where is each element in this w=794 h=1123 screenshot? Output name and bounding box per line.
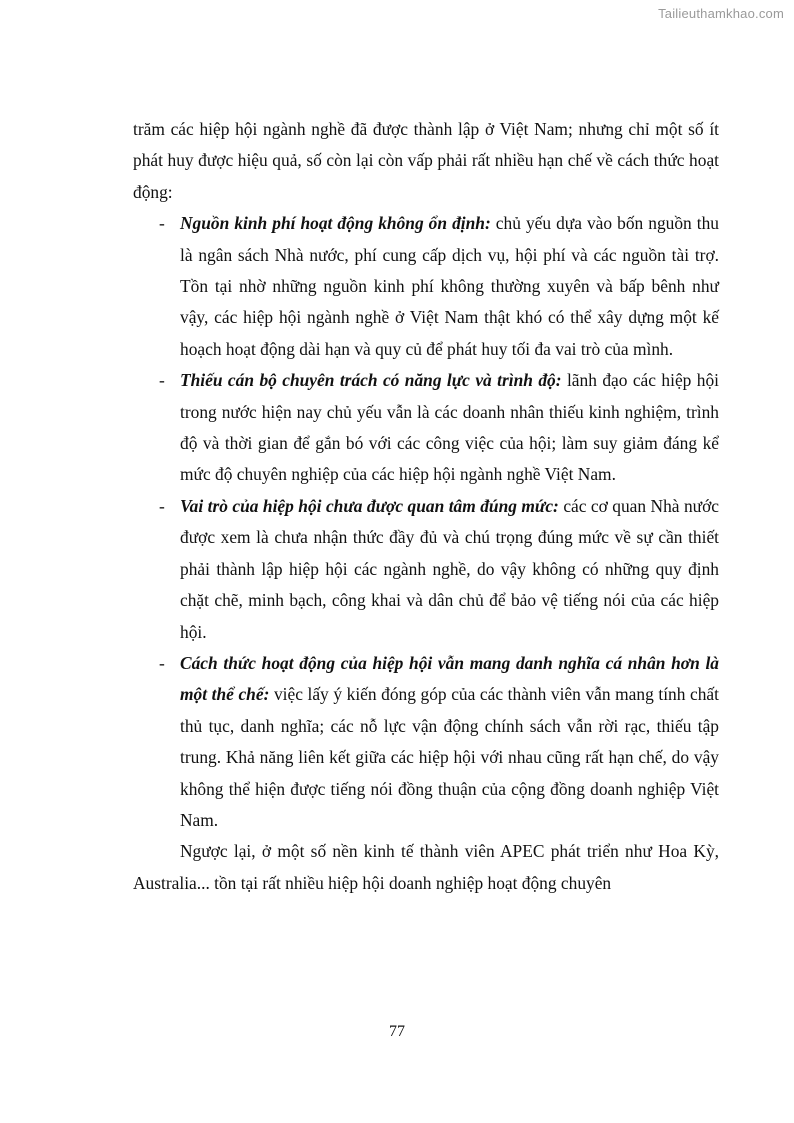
document-body bbox=[133, 114, 719, 899]
issue-list bbox=[133, 208, 719, 836]
bullet-dash: - bbox=[159, 652, 165, 673]
list-item bbox=[133, 648, 719, 836]
item-heading: Nguồn kinh phí hoạt động không ổn định: bbox=[180, 213, 496, 234]
closing-paragraph: Ngược lại, ở một số nền kinh tế thành viên APEC phát triển như Hoa Kỳ, Australia... tồn tại rất nhiều hiệp hội doanh nghiệp hoạt động chuyên bbox=[133, 841, 719, 893]
item-text: các cơ quan Nhà nước được xem là chưa nhận thức đầy đủ và chú trọng đúng mức về sự cần thiết phải thành lập hiệp hội các ngành nghề, do vậy không có những quy định chặt chẽ, minh bạch, công khai và dân chủ để bảo vệ tiếng nói của các hiệp hội. bbox=[180, 495, 720, 642]
item-text: lãnh đạo các hiệp hội trong nước hiện nay chủ yếu vẫn là các doanh nhân thiếu kinh nghiệm, trình độ và thời gian để gắn bó với các công việc của hội; làm suy giảm đáng kể mức độ chuyên nghiệp của các hiệp hội ngành nghề Việt Nam. bbox=[180, 370, 719, 485]
item-heading: Thiếu cán bộ chuyên trách có năng lực và trình độ: bbox=[180, 370, 567, 391]
watermark-text: Tailieuthamkhao.com bbox=[658, 6, 784, 21]
list-item bbox=[133, 208, 719, 365]
bullet-dash: - bbox=[159, 213, 165, 234]
page-number: 77 bbox=[389, 1023, 405, 1040]
item-heading: Cách thức hoạt động của hiệp hội vẫn mang danh nghĩa cá nhân hơn là một thể chế: bbox=[180, 652, 719, 705]
intro-paragraph: trăm các hiệp hội ngành nghề đã được thành lập ở Việt Nam; nhưng chỉ một số ít phát huy được hiệu quả, số còn lại còn vấp phải rất nhiều hạn chế về cách thức hoạt động: bbox=[133, 119, 719, 202]
item-text: việc lấy ý kiến đóng góp của các thành viên vẫn mang tính chất thủ tục, danh nghĩa; các nỗ lực vận động chính sách vẫn rời rạc, thiếu tập trung. Khả năng liên kết giữa các hiệp hội với nhau cũng rất hạn chế, do vậy không thể hiện được tiếng nói đồng thuận của cộng đồng doanh nghiệp Việt Nam. bbox=[180, 684, 719, 830]
list-item bbox=[133, 491, 719, 648]
list-item bbox=[133, 365, 719, 491]
bullet-dash: - bbox=[159, 370, 165, 391]
item-heading: Vai trò của hiệp hội chưa được quan tâm đúng mức: bbox=[180, 495, 564, 516]
item-text: chủ yếu dựa vào bốn nguồn thu là ngân sách Nhà nước, phí cung cấp dịch vụ, hội phí và các nguồn tài trợ. Tồn tại nhờ những nguồn kinh phí không thường xuyên và bấp bênh như vậy, các hiệp hội ngành nghề ở Việt Nam thật khó có thể xây dựng một kế hoạch hoạt động dài hạn và quy củ để phát huy tối đa vai trò của mình. bbox=[180, 213, 719, 359]
bullet-dash: - bbox=[159, 495, 165, 516]
